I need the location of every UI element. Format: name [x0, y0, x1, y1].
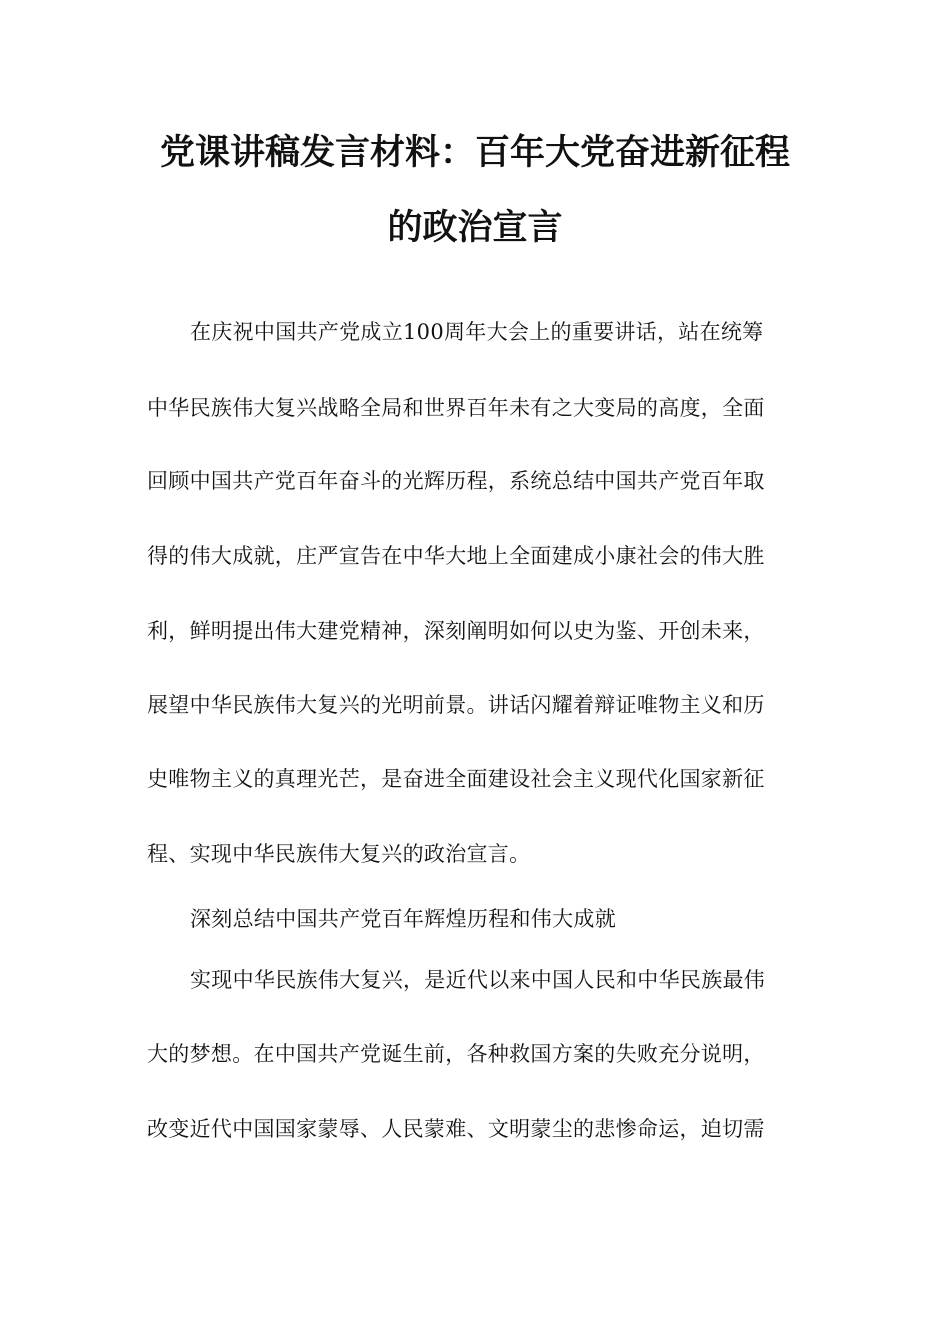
paragraph-1-line-8: 程、实现中华民族伟大复兴的政治宣言。	[147, 842, 531, 866]
paragraph-1-line-2: 中华民族伟大复兴战略全局和世界百年未有之大变局的高度，全面	[147, 396, 765, 420]
title-line-1: 党课讲稿发言材料：百年大党奋进新征程	[159, 132, 790, 173]
paragraph-2-line-3: 改变近代中国国家蒙辱、人民蒙难、文明蒙尘的悲惨命运，迫切需	[147, 1117, 765, 1141]
paragraph-1-line-1: 在庆祝中国共产党成立100周年大会上的重要讲话，站在统筹	[190, 320, 764, 344]
paragraph-1-line-4: 得的伟大成就，庄严宣告在中华大地上全面建成小康社会的伟大胜	[147, 544, 765, 568]
paragraph-1-line-7: 史唯物主义的真理光芒，是奋进全面建设社会主义现代化国家新征	[147, 767, 765, 791]
section-heading: 深刻总结中国共产党百年辉煌历程和伟大成就	[190, 907, 616, 931]
paragraph-2-line-2: 大的梦想。在中国共产党诞生前，各种救国方案的失败充分说明，	[147, 1042, 765, 1066]
title-line-2: 的政治宣言	[387, 207, 563, 248]
paragraph-2-line-1: 实现中华民族伟大复兴，是近代以来中国人民和中华民族最伟	[190, 968, 766, 992]
paragraph-1-line-5: 利，鲜明提出伟大建党精神，深刻阐明如何以史为鉴、开创未来，	[147, 619, 765, 643]
paragraph-1-line-3: 回顾中国共产党百年奋斗的光辉历程，系统总结中国共产党百年取	[147, 469, 765, 493]
paragraph-1-line-6: 展望中华民族伟大复兴的光明前景。讲话闪耀着辩证唯物主义和历	[147, 693, 765, 717]
